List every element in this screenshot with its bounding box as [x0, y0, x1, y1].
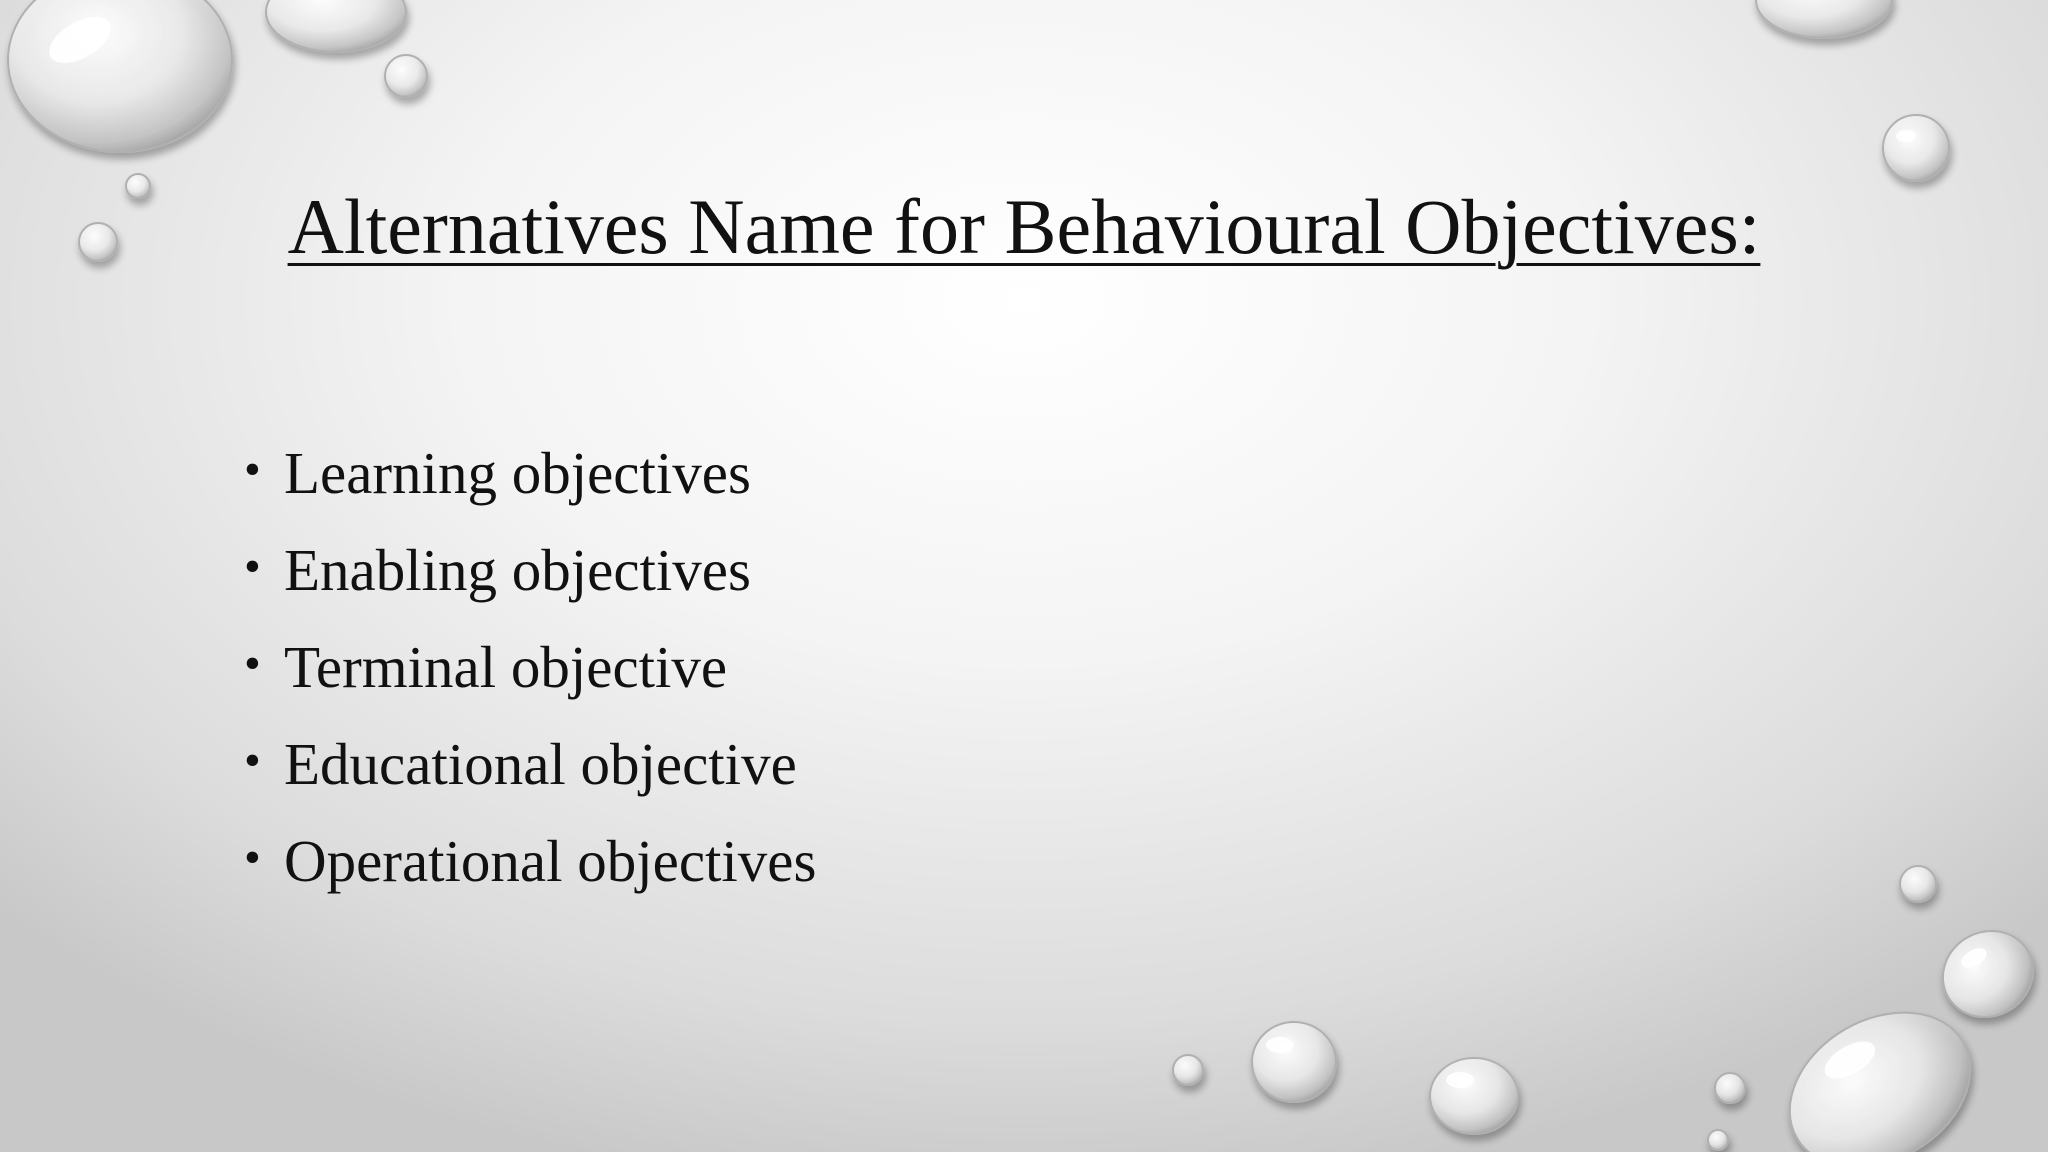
water-drop	[1173, 1055, 1203, 1085]
bullet-icon: •	[244, 443, 261, 496]
list-item-text: Operational objectives	[284, 828, 817, 894]
bullet-icon: •	[244, 540, 261, 593]
bullet-icon: •	[244, 637, 261, 690]
water-drop	[1900, 866, 1936, 902]
list-item-text: Terminal objective	[284, 634, 728, 700]
bullet-list	[244, 425, 816, 910]
list-item	[244, 522, 816, 619]
water-drop	[8, 0, 232, 152]
slide-title	[0, 183, 2048, 270]
list-item-text: Learning objectives	[284, 440, 751, 506]
bullet-icon: •	[244, 831, 261, 884]
list-item	[244, 425, 816, 522]
water-drop	[1708, 1130, 1728, 1150]
water-drop	[1715, 1073, 1745, 1103]
water-drop	[1756, 0, 1892, 38]
water-drop	[1927, 915, 2048, 1034]
water-drop	[1252, 1022, 1336, 1102]
water-drop	[1883, 115, 1949, 181]
list-item-text: Educational objective	[284, 731, 797, 797]
water-drop	[266, 0, 406, 52]
list-item	[244, 716, 816, 813]
list-item	[244, 619, 816, 716]
water-drop	[1430, 1058, 1518, 1134]
bullet-icon: •	[244, 734, 261, 787]
list-item-text: Enabling objectives	[284, 537, 751, 603]
slide-title-text: Alternatives Name for Behavioural Objectives:	[287, 183, 1761, 270]
water-drop	[385, 55, 427, 97]
list-item	[244, 813, 816, 910]
